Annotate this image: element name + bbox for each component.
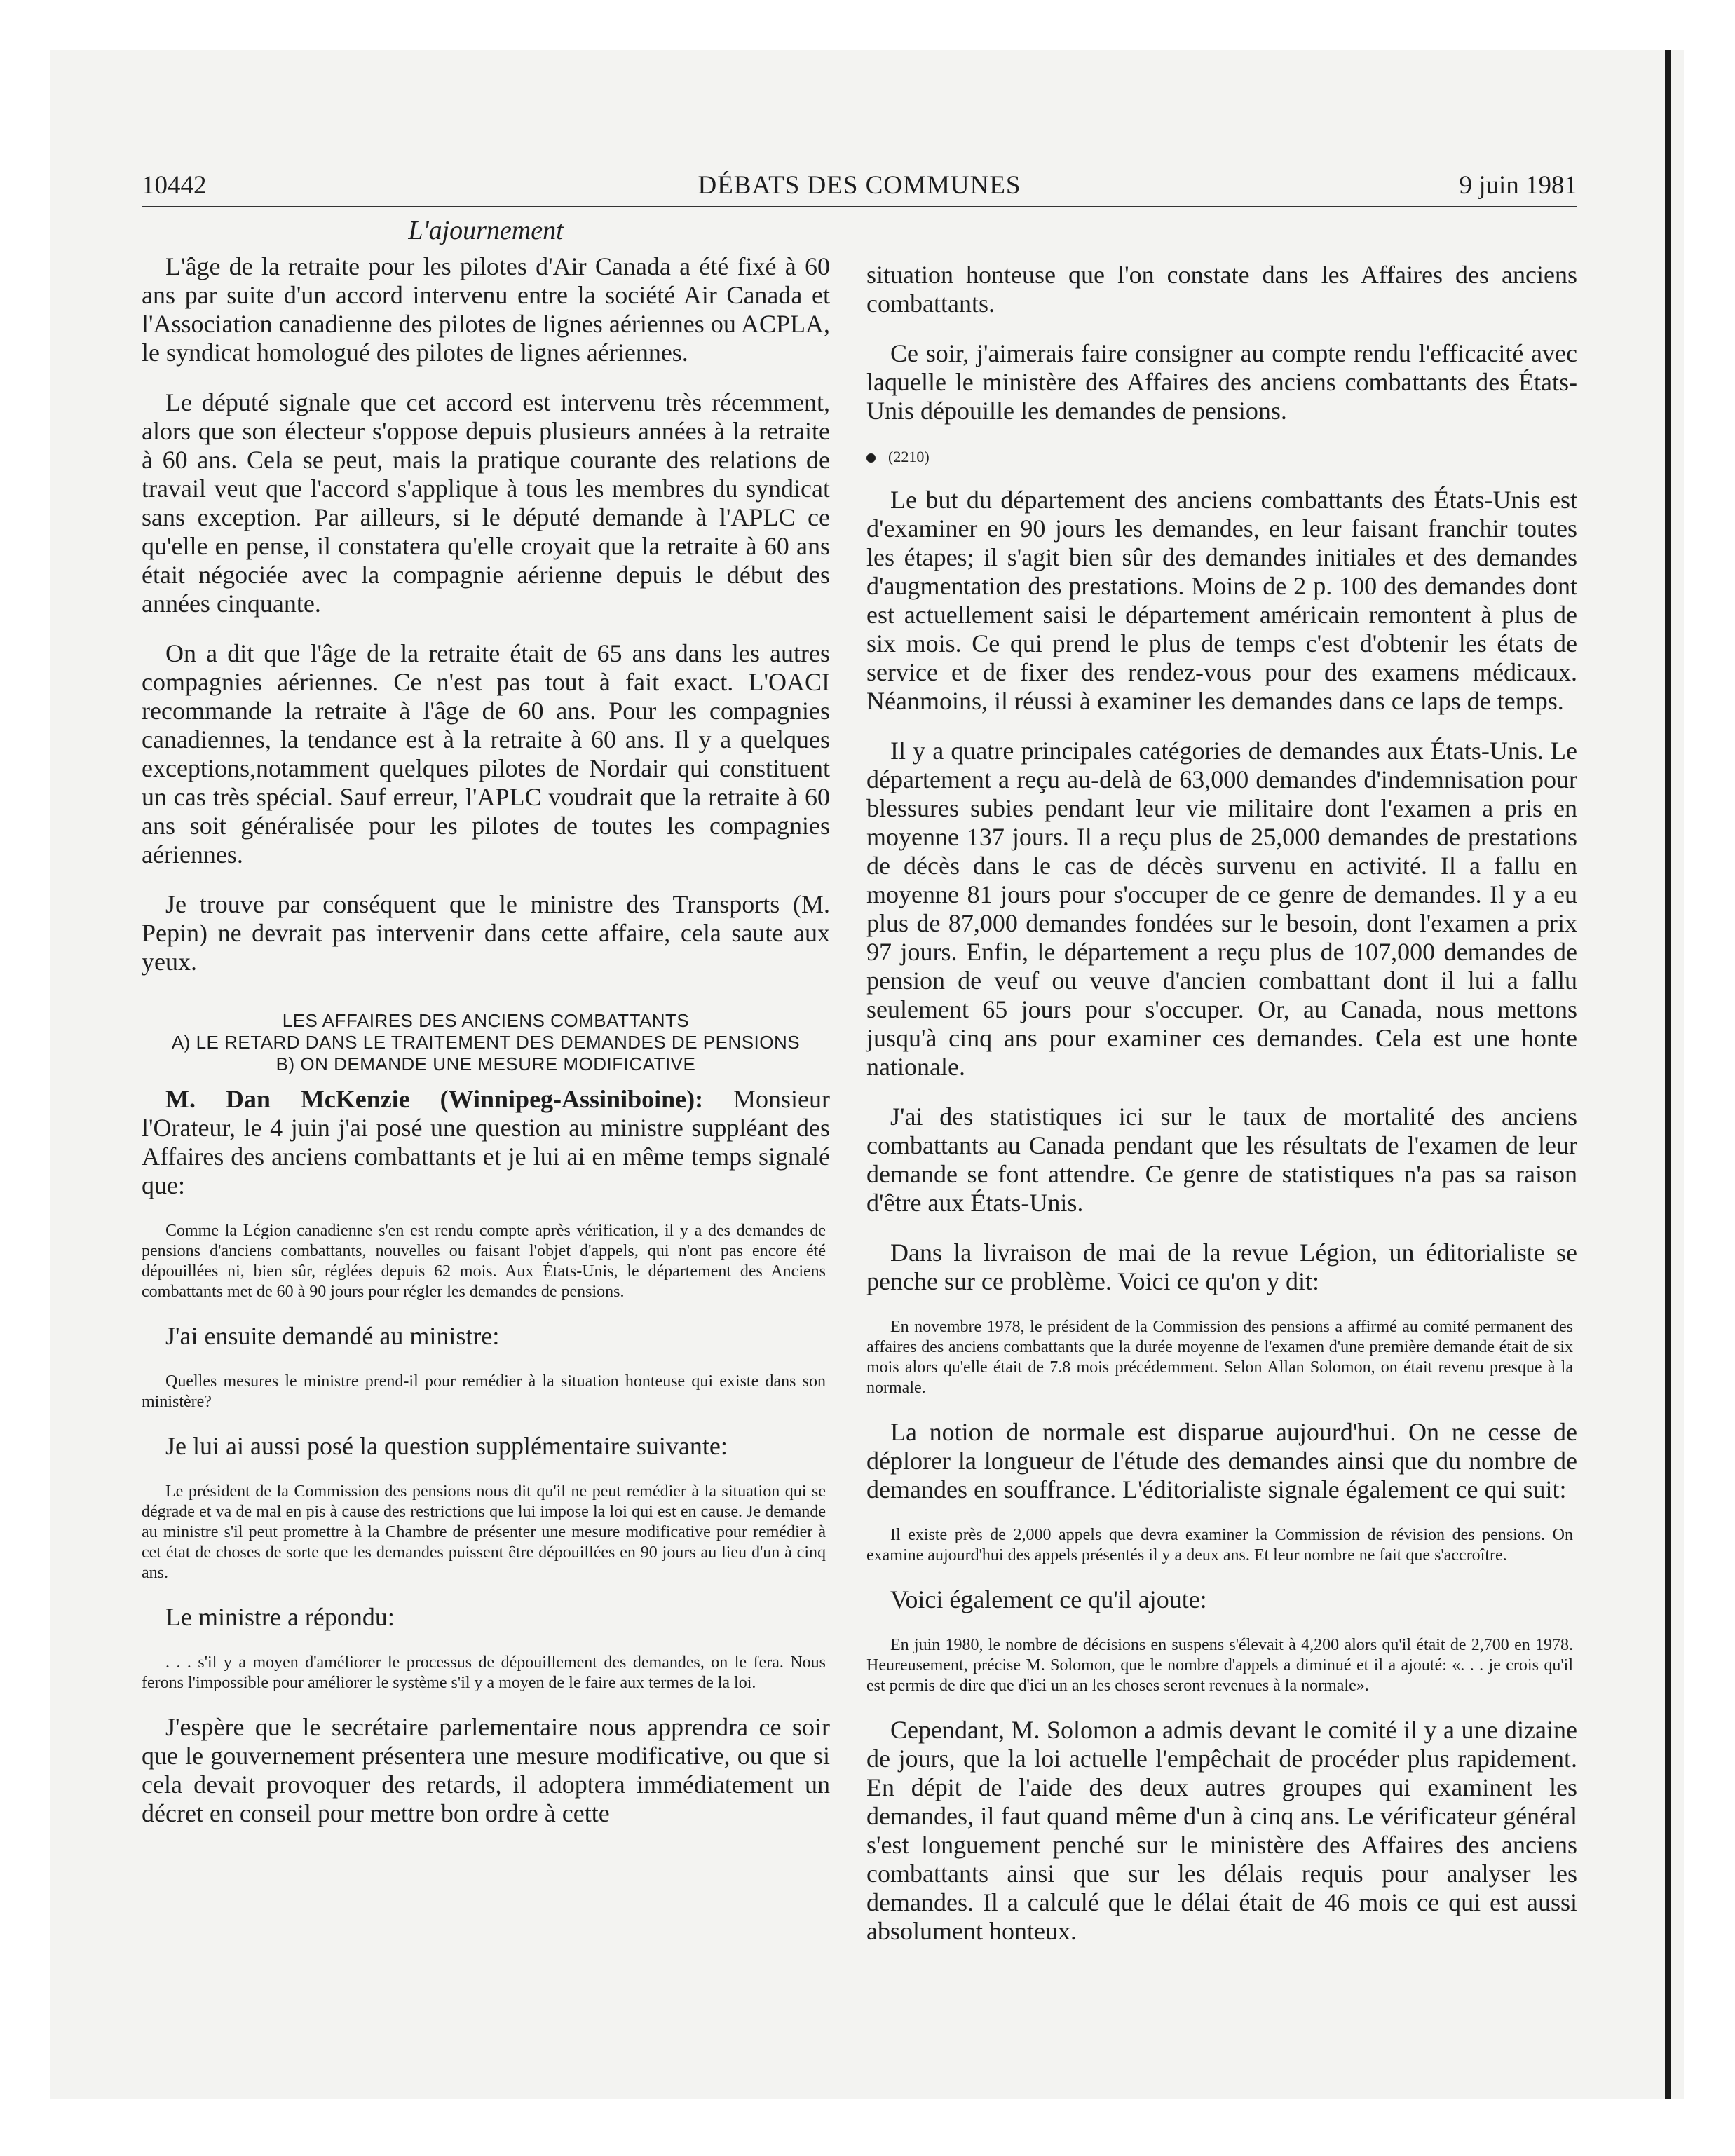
paragraph: On a dit que l'âge de la retraite était de 65 ans dans les autres compagnies aériennes. Ce n'est pas tout à fait exact. L'OACI recommande la retraite à l'âge de 60 ans. Pour les compagnies canadiennes, la tendance est à la retraite à 60 ans. Il y a quelques exceptions,notamment quelques pilotes de Nordair qui constituent un cas très spécial. Sauf erreur, l'APLC voudrait que la retraite à 60 ans soit généralisée pour les pilotes de toutes les compagnies aériennes. xyxy=(142,639,830,868)
paragraph: L'âge de la retraite pour les pilotes d'Air Canada a été fixé à 60 ans par suite d'un accord intervenu entre la société Air Canada et l'Association canadienne des pilotes de lignes aériennes ou ACPLA, le syndicat homologué des pilotes de lignes aériennes. xyxy=(142,252,830,367)
block-quote: Il existe près de 2,000 appels que devra examiner la Commission de révision des pensions. On examine aujourd'hui des appels présentés il y a deux ans. Et leur nombre ne fait que s'accroître. xyxy=(866,1526,1573,1564)
rubric-line: LES AFFAIRES DES ANCIENS COMBATTANTS xyxy=(282,1010,690,1031)
paragraph: Je lui ai aussi posé la question supplémentaire suivante: xyxy=(165,1432,728,1460)
paragraph: La notion de normale est disparue aujourd'hui. On ne cesse de déplorer la longueur de l'étude des demandes ainsi que du nombre de demandes en souffrance. L'éditorialiste signale également ce qui suit: xyxy=(866,1418,1577,1503)
speech-paragraph xyxy=(142,1085,830,1200)
time-marker-label: (2210) xyxy=(888,448,930,465)
paragraph-continued: situation honteuse que l'on constate dans les Affaires des anciens combattants. xyxy=(866,261,1577,318)
rubric-line: B) ON DEMANDE UNE MESURE MODIFICATIVE xyxy=(275,1053,696,1074)
rubric-line: A) LE RETARD DANS LE TRAITEMENT DES DEMANDES DE PENSIONS xyxy=(171,1032,801,1053)
block-quote: Le président de la Commission des pensions nous dit qu'il ne peut remédier à la situation qui se dégrade et va de mal en pis à cause des restrictions que lui impose la loi qui est en cause. Je demande au ministre s'il peut promettre à la Chambre de présenter une mesure modificative pour remédier à cet état de choses de sorte que les demandes puissent être dépouillées en 90 jours au lieu d'un à cinq ans. xyxy=(142,1482,826,1582)
running-title: DÉBATS DES COMMUNES xyxy=(698,171,1021,200)
paragraph: Voici également ce qu'il ajoute: xyxy=(890,1585,1207,1613)
block-quote: Quelles mesures le ministre prend-il pour remédier à la situation honteuse qui existe dans son ministère? xyxy=(142,1372,826,1411)
paragraph: Je trouve par conséquent que le ministre des Transports (M. Pepin) ne devrait pas intervenir dans cette affaire, cela saute aux yeux. xyxy=(142,890,830,976)
paragraph: J'ai ensuite demandé au ministre: xyxy=(165,1322,500,1350)
speaker-name: M. Dan McKenzie (Winnipeg-Assiniboine): xyxy=(165,1085,704,1113)
paragraph: Il y a quatre principales catégories de demandes aux États-Unis. Le département a reçu au-delà de 63,000 demandes d'indemnisation pour blessures subies pendant leur vie militaire dont l'examen a pris en moyenne 137 jours. Il a reçu plus de 25,000 demandes de prestations de décès dans le cas de décès survenu en activité. Il a fallu en moyenne 81 jours pour s'occuper de ce genre de demandes. Il y a eu plus de 87,000 demandes fondées sur le besoin, dont l'examen a prix 97 jours. Enfin, le département a reçu plus de 107,000 demandes de pension de veuf ou veuve d'ancien combattant dont il lui a fallu seulement 65 jours pour s'occuper. Or, au Canada, nous mettons jusqu'à cinq ans pour examiner ces demandes. Cela est une honte nationale. xyxy=(866,737,1577,1081)
page-number: 10442 xyxy=(142,171,207,200)
block-quote: En novembre 1978, le président de la Commission des pensions a affirmé au comité permanent des affaires des anciens combattants que la durée moyenne de l'examen d'une première demande était de six mois alors qu'elle était de 7.8 mois précédemment. Selon Allan Solomon, on était revenu presque à la normale. xyxy=(866,1318,1573,1397)
debate-rubric xyxy=(142,1010,830,1075)
section-title: L'ajournement xyxy=(408,216,564,245)
paragraph: Le but du département des anciens combattants des États-Unis est d'examiner en 90 jours les demandes, en leur faisant franchir toutes les étapes; il s'agit bien sûr des demandes initiales et des demandes d'augmentation des prestations. Moins de 2 p. 100 des demandes dont est actuellement saisi le département américain remontent à plus de six mois. Ce qui prend le plus de temps c'est d'obtenir les états de service et de fixer des rendez-vous pour des examens médicaux. Néanmoins, il réussi à examiner les demandes dans ce laps de temps. xyxy=(866,486,1577,715)
paragraph: Dans la livraison de mai de la revue Légion, un éditorialiste se penche sur ce problème. Voici ce qu'on y dit: xyxy=(866,1239,1577,1295)
header-rule xyxy=(142,206,1577,207)
block-quote: . . . s'il y a moyen d'améliorer le processus de dépouillement des demandes, on le fera. Nous ferons l'impossible pour améliorer le système s'il y a moyen de le faire aux termes de la loi. xyxy=(142,1653,826,1692)
paragraph: Le ministre a répondu: xyxy=(165,1603,395,1631)
paragraph: J'ai des statistiques ici sur le taux de mortalité des anciens combattants au Canada pendant que les résultats de l'examen de leur demande se font attendre. Ce genre de statistiques n'a pas sa raison d'être aux États-Unis. xyxy=(866,1103,1577,1217)
paragraph: Cependant, M. Solomon a admis devant le comité il y a une dizaine de jours, que la loi actuelle l'empêchait de procéder plus rapidement. En dépit de l'aide des deux autres groupes qui examinent les demandes, il faut quand même d'un à cinq ans. Le vérificateur général s'est longuement penché sur le ministère des Affaires des anciens combattants ainsi que sur les délais requis pour analyser les demandes. Il a calculé que le délai était de 46 mois ce qui est aussi absolument honteux. xyxy=(866,1716,1577,1945)
right-column xyxy=(866,261,1577,1967)
paragraph: J'espère que le secrétaire parlementaire nous apprendra ce soir que le gouvernement présentera une mesure modificative, ou que si cela devait provoquer des retards, il adoptera immédiatement un décret en conseil pour mettre bon ordre à cette xyxy=(142,1713,830,1827)
speech-text: Monsieur l'Orateur, le 4 juin j'ai posé une question au ministre suppléant des Affaires des anciens combattants et je lui ai en même temps signalé que: xyxy=(142,1085,830,1199)
page-date: 9 juin 1981 xyxy=(1459,171,1577,200)
paragraph: Le député signale que cet accord est intervenu très récemment, alors que son électeur s'oppose depuis plusieurs années à la retraite à 60 ans. Cela se peut, mais la pratique courante des relations de travail veut que l'accord s'applique à tous les membres du syndicat sans exception. Par ailleurs, si le député demande à l'APLC ce qu'elle en pense, il constatera qu'elle croyait que la retraite à 60 ans était négociée avec la compagnie aérienne depuis le début des années cinquante. xyxy=(142,388,830,618)
page-header xyxy=(142,167,1577,206)
page-edge-shadow xyxy=(1665,50,1671,2099)
bullet-icon xyxy=(866,453,876,463)
block-quote: En juin 1980, le nombre de décisions en suspens s'élevait à 4,200 alors qu'il était de 2,700 en 1978. Heureusement, précise M. Solomon, que le nombre d'appels a diminué et il a ajouté: «. . . je crois qu'il est permis de dire que d'ici un an les choses seront revenues à la normale». xyxy=(866,1636,1573,1695)
left-column xyxy=(142,214,830,1849)
block-quote: Comme la Légion canadienne s'en est rendu compte après vérification, il y a des demandes de pensions d'anciens combattants, nouvelles ou faisant l'objet d'appels, qui n'ont pas encore été dépouillées ni, bien sûr, réglées depuis 62 mois. Aux États-Unis, le département des Anciens combattants met de 60 à 90 jours pour régler les demandes de pensions. xyxy=(142,1222,826,1301)
time-marker xyxy=(866,446,1577,468)
paragraph: Ce soir, j'aimerais faire consigner au compte rendu l'efficacité avec laquelle le ministère des Affaires des anciens combattants des États-Unis dépouille les demandes de pensions. xyxy=(866,339,1577,425)
